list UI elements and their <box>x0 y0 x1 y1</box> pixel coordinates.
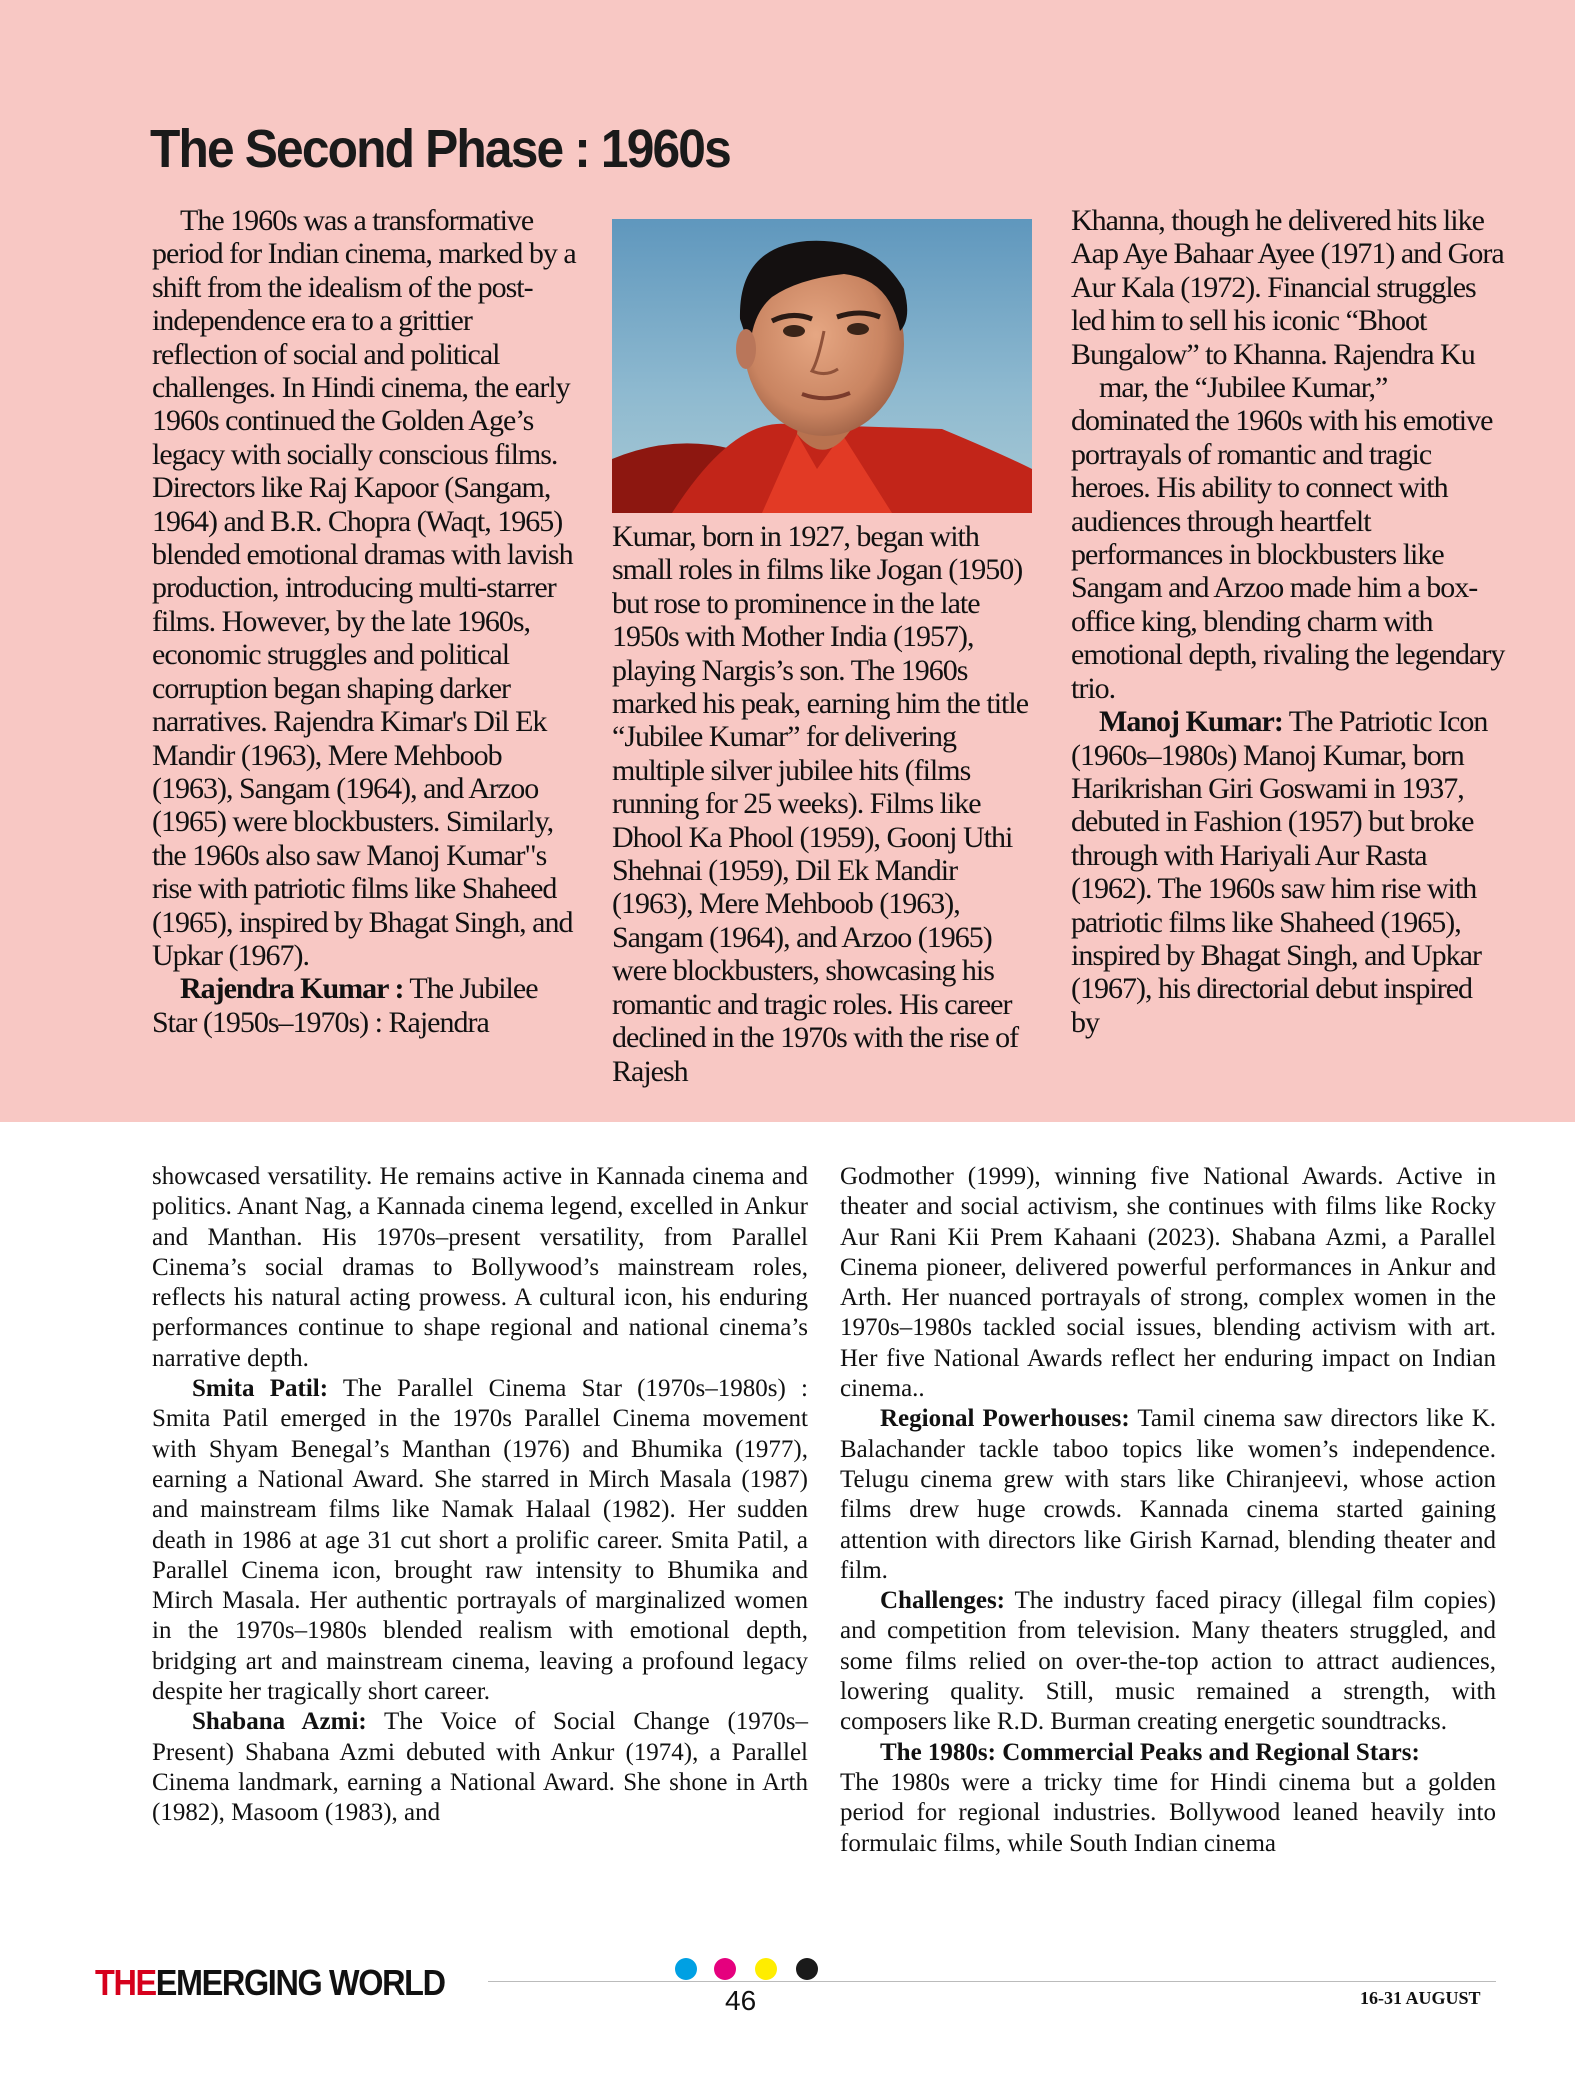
intro-paragraph: The 1960s was a transformative period for Indian cinema, marked by a shift from the idealism of the post-independence era to a grittier reflection of social and political challenges. In Hindi cinema, the early 1960s continued the Golden Age’s legacy with socially conscious films. Directors like Raj Kapoor (Sangam, 1964) and B.R. Chopra (Waqt, 1965) blended emotional dramas with lavish production, introducing multi-starrer films. However, by the late 1960s, economic struggles and political corruption began shaping darker narratives. Rajendra Kimar's Dil Ek Mandir (1963), Mere Mehboob (1963), Sangam (1964), and Arzoo (1965) were blockbusters. Similarly, the 1960s also saw Manoj Kumar"s rise with patriotic films like Shaheed (1965), inspired by Bhagat Singh, and Upkar (1967). <box>152 204 576 972</box>
regional-powerhouses-paragraph: Regional Powerhouses: Tamil cinema saw directors like K. Balachander tackle taboo topics like women’s independence. Telugu cinema grew with stars like Chiranjeevi, whose action films drew huge crowds. Kannada cinema started gaining attention with directors like Girish Karnad, blending theater and film. <box>840 1405 1496 1584</box>
shabana-azmi-continued: Godmother (1999), winning five National Awards. Active in theater and social activism, she continues with films like Rocky Aur Rani Kii Prem Kahaani (2023). Shabana Azmi, a Parallel Cinema pioneer, delivered powerful performances in Ankur and Arth. Her nuanced portrayals of strong, complex women in the 1970s–1980s tackled social issues, blending activism with art. Her five National Awards reflect her enduring impact on Indian cinema.. <box>840 1163 1496 1403</box>
bottom-column-2 <box>840 1162 1496 1859</box>
challenges-heading: Challenges: <box>880 1587 1005 1615</box>
issue-date: 16-31 AUGUST <box>1360 1988 1481 2008</box>
the-1980s-heading: The 1980s: Commercial Peaks and Regional Stars: <box>880 1738 1420 1766</box>
rajendra-kumar-continued: Kumar, born in 1927, began with small roles in films like Jogan (1950) but rose to prominence in the late 1950s with Mother India (1957), playing Nargis’s son. The 1960s marked his peak, earning him the title “Jubilee Kumar” for delivering multiple silver jubilee hits (films running for 25 weeks). Films like Dhool Ka Phool (1959), Goonj Uthi Shehnai (1959), Dil Ek Mandir (1963), Mere Mehboob (1963), Sangam (1964), and Arzoo (1965) were blockbusters, showcasing his romantic and tragic roles. His career declined in the 1970s with the rise of Rajesh <box>612 520 1029 1088</box>
top-column-2 <box>612 520 1042 1088</box>
rajendra-kumar-paragraph: Rajendra Kumar : The Jubilee Star (1950s–1970s) : Rajendra <box>152 972 538 1039</box>
anant-nag-paragraph: showcased versatility. He remains active in Kannada cinema and politics. Anant Nag, a Kannada cinema legend, excelled in Ankur and Manthan. His 1970s–present versatility, from Parallel Cinema’s social dramas to Bollywood’s mainstream roles, reflects his natural acting prowess. A cultural icon, his enduring performances continue to shape regional and national cinema’s narrative depth. <box>152 1163 808 1372</box>
regional-powerhouses-heading: Regional Powerhouses: <box>880 1405 1130 1433</box>
section-title: The Second Phase : 1960s <box>150 119 730 179</box>
the-1980s-paragraph: The 1980s were a tricky time for Hindi cinema but a golden period for regional industries. Bollywood leaned heavily into formulaic films, while South Indian cinema <box>840 1768 1496 1857</box>
challenges-paragraph: Challenges: The industry faced piracy (illegal film copies) and competition from television. Many theaters struggled, and some films relied on over-the-top action to attract audiences, lowering quality. Still, music remained a strength, with composers like R.D. Burman creating energetic soundtracks. <box>840 1587 1496 1736</box>
registration-dot-magenta <box>714 1958 736 1980</box>
manoj-kumar-heading: Manoj Kumar: <box>1099 705 1283 739</box>
registration-dot-black <box>796 1958 818 1980</box>
logo-the: THE <box>95 1962 156 2003</box>
shabana-azmi-heading: Shabana Azmi: <box>192 1708 367 1736</box>
registration-dot-cyan <box>675 1958 697 1980</box>
smita-patil-heading: Smita Patil: <box>192 1375 329 1403</box>
shabana-azmi-paragraph: Shabana Azmi: The Voice of Social Change (1970s–Present) Shabana Azmi debuted with Ankur (1974), a Parallel Cinema landmark, earning a National Award. She shone in Arth (1982), Masoom (1983), and <box>152 1708 808 1827</box>
registration-dot-yellow <box>755 1958 777 1980</box>
jubilee-kumar-paragraph: mar, the “Jubilee Kumar,” dominated the 1960s with his emotive portrayals of romantic and tragic heroes. His ability to connect with audiences through heartfelt performances in blockbusters like Sangam and Arzoo made him a box-office king, blending charm with emotional depth, rivaling the legendary trio. <box>1071 371 1505 705</box>
logo-emerging-world: EMERGING WORLD <box>155 1962 445 2003</box>
footer-divider <box>488 1981 1496 1982</box>
rajendra-kumar-photo <box>612 219 1032 513</box>
the-1980s-heading-paragraph <box>840 1738 1496 1768</box>
rajendra-kumar-career-paragraph: Khanna, though he delivered hits like Aap Aye Bahaar Ayee (1971) and Gora Aur Kala (1972). Financial struggles led him to sell his iconic “Bhoot Bungalow” to Khanna. Rajendra Ku <box>1071 204 1504 371</box>
top-column-3 <box>1071 204 1506 1039</box>
manoj-kumar-paragraph: Manoj Kumar: The Patriotic Icon (1960s–1980s) Manoj Kumar, born Harikrishan Giri Goswami in 1937, debuted in Fashion (1957) but broke through with Hariyali Aur Rasta (1962). The 1960s saw him rise with patriotic films like Shaheed (1965), inspired by Bhagat Singh, and Upkar (1967), his directorial debut inspired by <box>1071 705 1488 1039</box>
smita-patil-paragraph: Smita Patil: The Parallel Cinema Star (1970s–1980s) : Smita Patil emerged in the 1970s Parallel Cinema movement with Shyam Benegal’s Manthan (1976) and Bhumika (1977), earning a National Award. She starred in Mirch Masala (1987) and mainstream films like Namak Halaal (1982). Her sudden death in 1986 at age 31 cut short a prolific career. Smita Patil, a Parallel Cinema icon, brought raw intensity to Bhumika and Mirch Masala. Her authentic portrayals of marginalized women in the 1970s–1980s blended realism with emotional depth, bridging art and mainstream cinema, leaving a profound legacy despite her tragically short career. <box>152 1375 808 1706</box>
page-number: 46 <box>725 1985 757 2016</box>
magazine-logo <box>95 1962 445 2004</box>
bottom-column-1 <box>152 1162 808 1829</box>
top-column-1 <box>152 204 577 1039</box>
rajendra-kumar-heading: Rajendra Kumar : <box>180 972 404 1006</box>
